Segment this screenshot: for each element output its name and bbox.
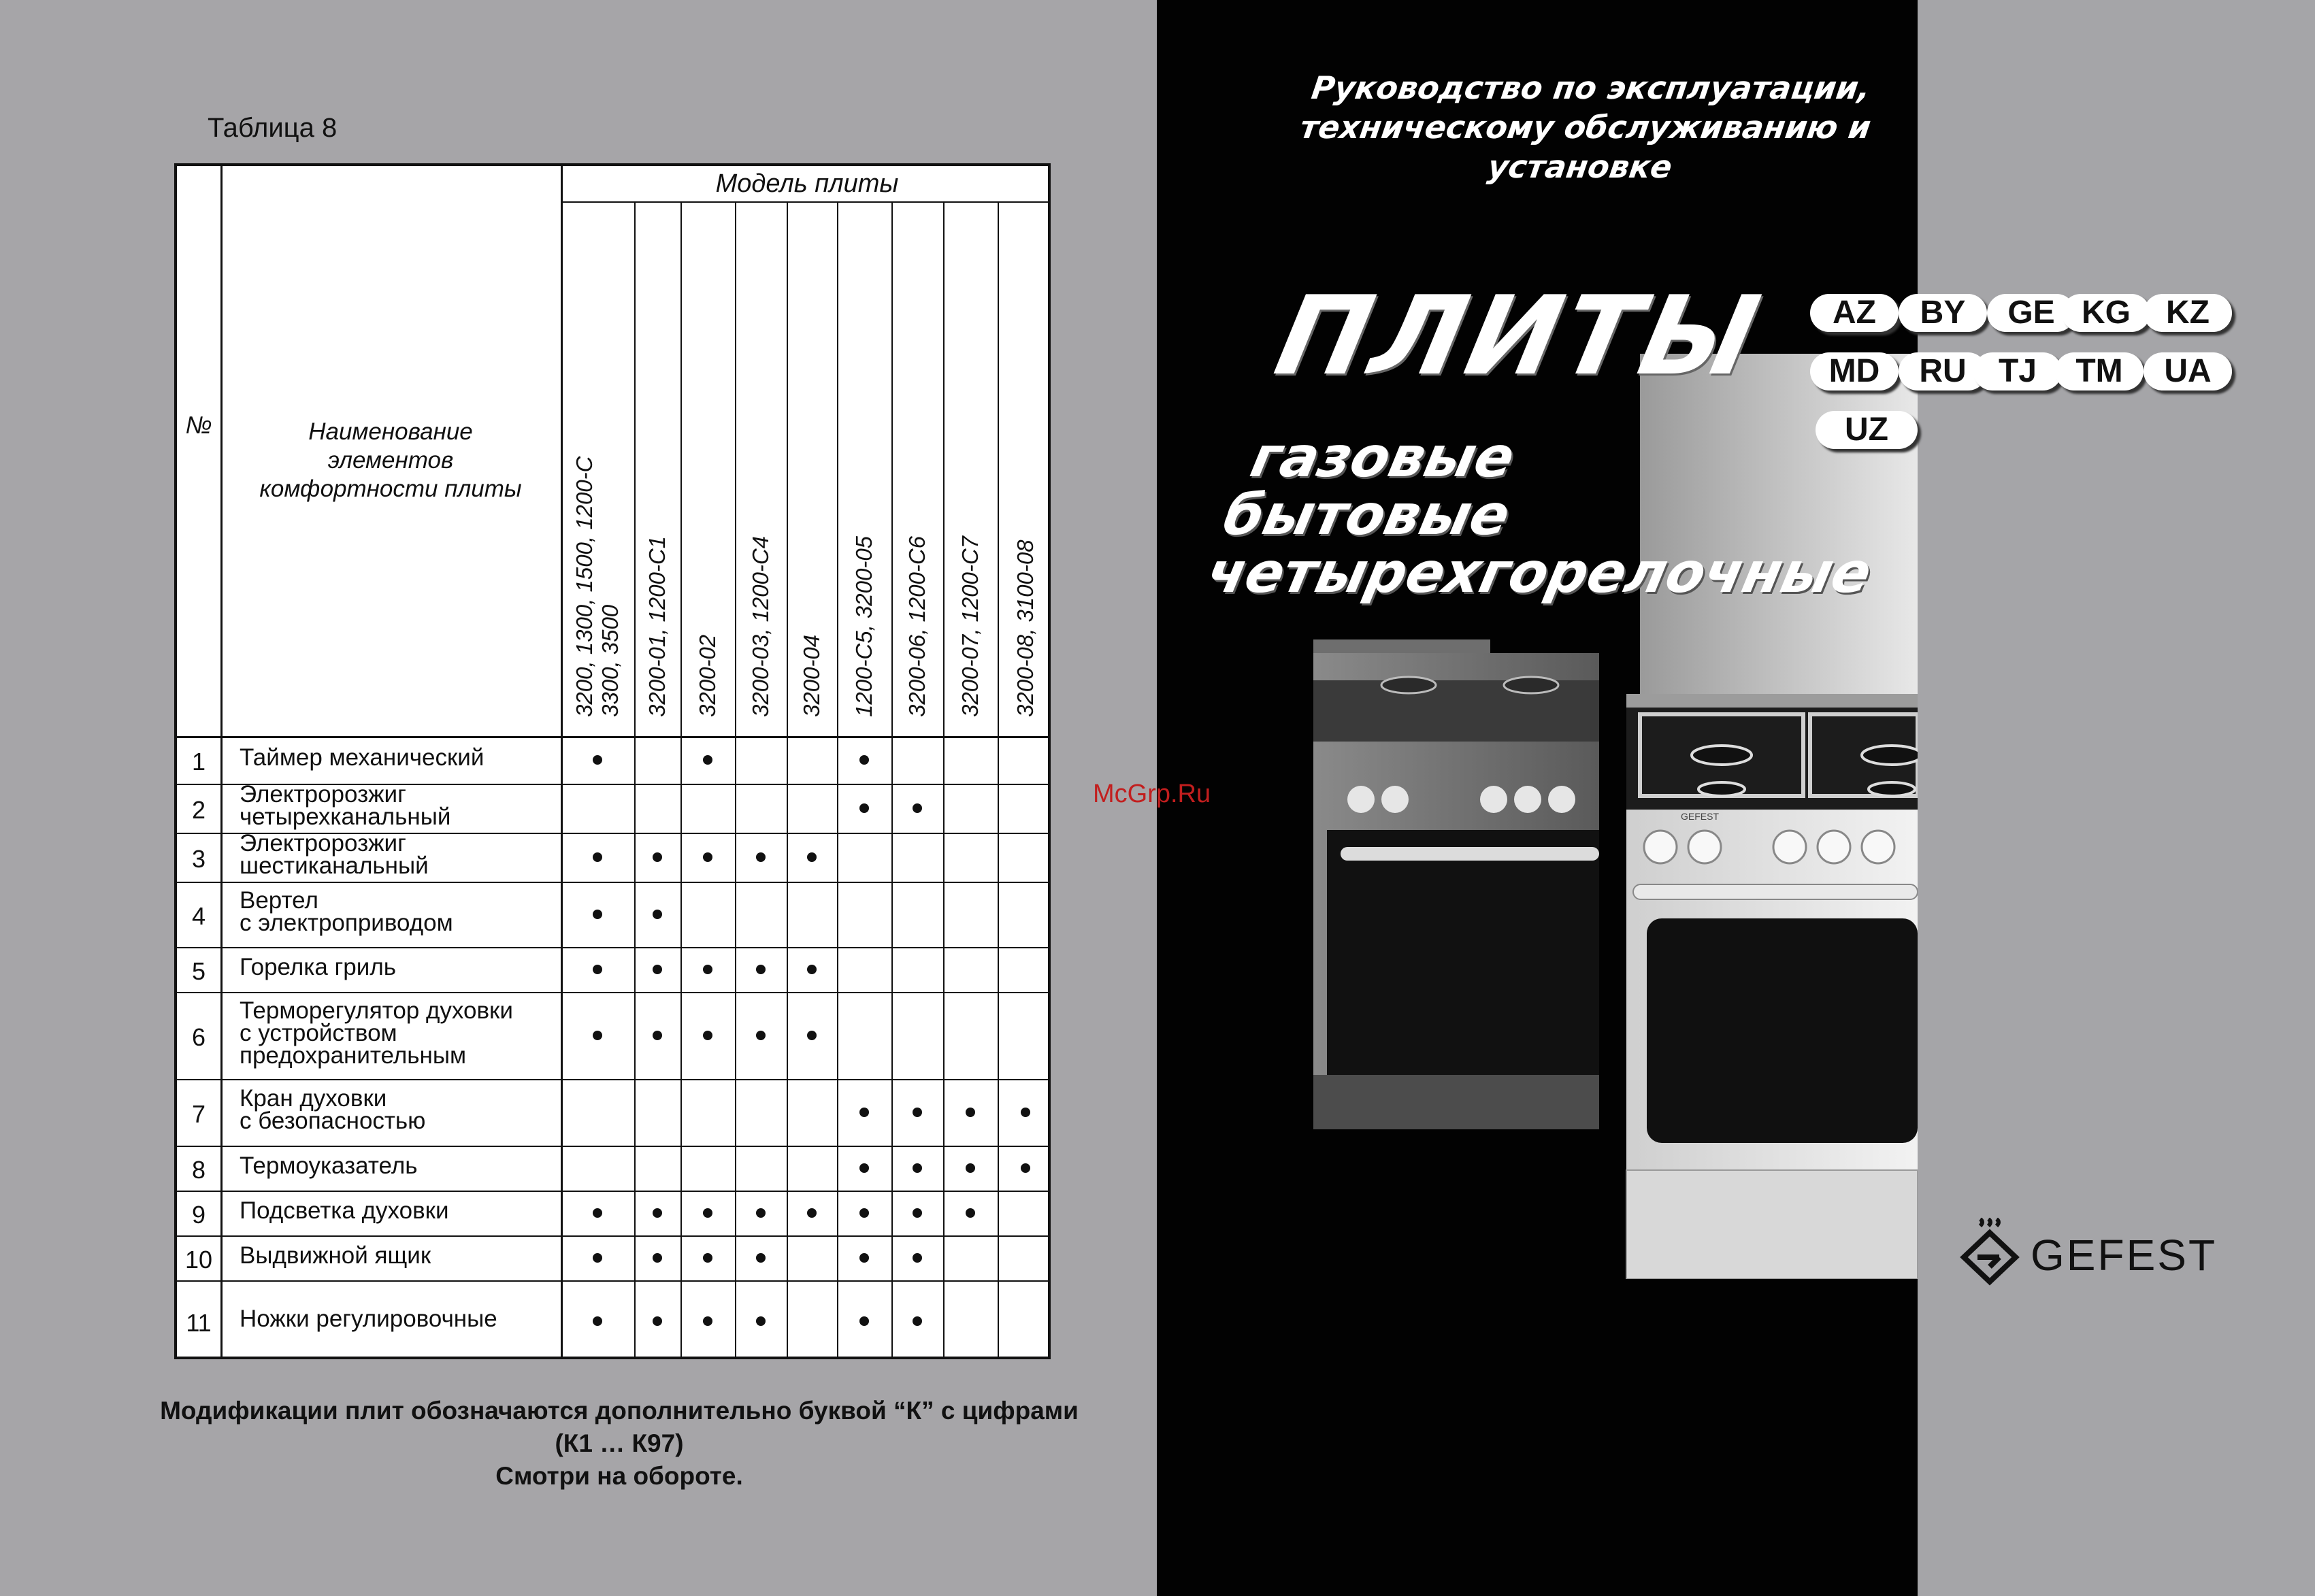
row-element-name-line: Электророзжиг [240,830,406,857]
model-label [799,635,825,717]
feature-mark-dot [859,1163,869,1173]
table-row-divider [177,1191,1048,1192]
row-number: 7 [191,1100,206,1128]
row-element-name [240,999,559,1067]
feature-mark-dot [913,1316,922,1326]
row-element-name-line: четырехканальный [240,803,451,830]
model-column-header [735,201,787,736]
gefest-logo-icon [1960,1218,2021,1293]
row-number: 5 [191,957,206,985]
row-number: 4 [191,902,206,930]
model-label-line: 3200, 1300, 1500, 1200-С [572,456,597,717]
feature-mark-dot [807,852,817,862]
feature-mark-dot [593,1316,602,1326]
feature-mark-dot [703,965,712,974]
table-row-divider [177,1235,1048,1237]
feature-mark-dot [653,852,662,862]
feature-mark-dot [593,1253,602,1263]
model-label [572,456,623,717]
feature-mark-dot [593,1208,602,1218]
feature-mark-dot [1021,1108,1030,1117]
row-element-name-line: Выдвижной ящик [240,1242,431,1269]
model-label [748,536,774,717]
language-badge-kz: KZ [2144,294,2232,332]
feature-mark-dot [966,1108,975,1117]
model-column-header [561,201,634,736]
feature-mark-dot [593,965,602,974]
feature-mark-dot [593,852,602,862]
footnote-line-1: Модификации плит обозначаются дополнительно буквой “К” с цифрами [160,1397,1079,1425]
feature-mark-dot [913,803,922,813]
cover-subtitle-line-1: Руководство по эксплуатации, [1309,69,1873,106]
header-number: № [185,411,212,439]
row-number: 10 [184,1246,213,1274]
header-element-name [220,418,561,503]
cover-line-four-burner: четырехгорелочные [1200,541,1877,605]
feature-mark-dot [756,1316,766,1326]
model-label [695,635,721,717]
model-label-line: 3200-04 [799,634,824,717]
row-number: 6 [191,1023,206,1051]
feature-mark-dot [653,910,662,919]
row-element-name-line: Электророзжиг [240,781,406,808]
row-element-name [240,1305,559,1332]
watermark: McGrp.Ru [1093,780,1211,808]
model-label [644,536,670,717]
row-element-name [240,889,559,934]
language-badge-by: BY [1899,294,1987,332]
feature-mark-dot [913,1208,922,1218]
row-element-name-line: Ножки регулировочные [240,1305,497,1332]
model-column-header [891,201,943,736]
feature-mark-dot [703,852,712,862]
cover-subtitle-line-2: техническому обслуживанию и установке [1298,109,1873,185]
feature-mark-dot [966,1208,975,1218]
cover-line-gas: газовые [1245,425,1520,490]
feature-mark-dot [703,755,712,765]
row-element-name-line: Термоуказатель [240,1152,418,1179]
feature-mark-dot [859,1253,869,1263]
language-badge-md: MD [1810,352,1899,390]
header-name-line: комфортности плиты [259,476,522,502]
header-model: Модель плиты [715,169,899,198]
model-column-header [680,201,735,736]
model-column-header [943,201,998,736]
table-row-divider [177,1079,1048,1080]
language-badge-tj: TJ [1973,352,2062,390]
language-badge-ru: RU [1899,352,1987,390]
row-number: 1 [191,748,206,776]
language-badge-ge: GE [1987,294,2075,332]
feature-mark-dot [913,1253,922,1263]
row-element-name [240,832,559,877]
model-label [1013,539,1038,717]
footnote [75,1395,1164,1493]
feature-mark-dot [703,1316,712,1326]
row-element-name [240,746,559,769]
feature-mark-dot [703,1208,712,1218]
feature-mark-dot [859,803,869,813]
row-number: 3 [191,845,206,873]
language-badge-tm: TM [2055,352,2144,390]
row-element-name [240,1244,559,1267]
feature-mark-dot [913,1108,922,1117]
table-row-divider [177,947,1048,948]
table-row-divider [177,736,1048,738]
feature-mark-dot [859,755,869,765]
row-element-name-line: предохранительным [240,1042,467,1069]
feature-mark-dot [756,852,766,862]
table-row-divider [177,992,1048,993]
feature-mark-dot [756,1208,766,1218]
language-badge-uz: UZ [1816,411,1918,449]
feature-mark-dot [966,1163,975,1173]
row-number: 9 [191,1201,206,1229]
language-badge-ua: UA [2144,352,2232,390]
row-number: 11 [186,1309,212,1337]
model-column-header [787,201,837,736]
model-label-line: 1200-С5, 3200-05 [851,535,876,717]
feature-mark-dot [859,1316,869,1326]
model-label-line: 3200-02 [695,634,720,717]
row-element-name-line: с безопасностью [240,1108,426,1134]
feature-mark-dot [913,1163,922,1173]
model-label [851,536,877,717]
row-element-name-line: шестиканальный [240,852,429,879]
row-element-name-line: Подсветка духовки [240,1197,449,1224]
model-label [904,536,930,717]
footnote-line-2: (К1 … К97) [555,1429,684,1457]
model-column-header [998,201,1053,736]
feature-mark-dot [859,1108,869,1117]
feature-mark-dot [593,1031,602,1040]
model-label [957,536,983,717]
feature-mark-dot [756,1031,766,1040]
language-badge-az: AZ [1810,294,1899,332]
model-label-line: 3200-01, 1200-С1 [644,535,670,717]
model-label-line: 3200-03, 1200-С4 [748,535,773,717]
feature-mark-dot [859,1208,869,1218]
row-element-name [240,1154,559,1177]
row-element-name-line: Вертел [240,887,318,914]
row-number: 2 [191,796,206,824]
row-element-name-line: Таймер механический [240,744,485,771]
row-element-name-line: с электроприводом [240,910,453,936]
row-element-name [240,783,559,828]
feature-mark-dot [807,965,817,974]
feature-mark-dot [703,1253,712,1263]
feature-mark-dot [1021,1163,1030,1173]
row-element-name [240,1199,559,1222]
table-row-divider [177,1280,1048,1282]
row-element-name-line: Горелка гриль [240,953,396,980]
language-badge-kg: KG [2062,294,2150,332]
model-label-line: 3200-06, 1200-С6 [904,535,930,717]
row-element-name-line: Терморегулятор духовки [240,997,513,1024]
feature-mark-dot [653,1208,662,1218]
model-label-line: 3200-07, 1200-С7 [957,535,983,717]
left-page [0,0,1157,1596]
feature-mark-dot [653,1253,662,1263]
stove-brand-label: GEFEST [1681,811,1720,822]
model-label-line: 3300, 3500 [597,604,623,717]
comfort-features-table [174,163,1051,1359]
feature-mark-dot [807,1208,817,1218]
cover-subtitle [1210,68,1961,186]
feature-mark-dot [593,910,602,919]
row-element-name [240,1087,559,1132]
feature-mark-dot [756,1253,766,1263]
header-name-line: элементов [327,447,454,473]
table-row-divider [177,882,1048,883]
table-caption: Таблица 8 [208,113,338,143]
model-label-line: 3200-08, 3100-08 [1013,539,1038,717]
table-column-divider [220,166,223,1357]
header-name-line: Наименование [308,418,473,445]
feature-mark-dot [653,1316,662,1326]
feature-mark-dot [653,1031,662,1040]
feature-mark-dot [703,1031,712,1040]
feature-mark-dot [653,965,662,974]
table-row-divider [177,1146,1048,1147]
cover-line-household: бытовые [1217,483,1516,548]
row-element-name-line: Кран духовки [240,1085,387,1112]
brand-logo [1960,1218,2217,1293]
row-element-name [240,953,559,980]
brand-name: GEFEST [2031,1231,2218,1280]
row-number: 8 [191,1156,206,1184]
model-column-header [837,201,891,736]
cover-title: ПЛИТЫ [1266,272,1773,399]
feature-mark-dot [807,1031,817,1040]
model-column-header [634,201,680,736]
feature-mark-dot [593,755,602,765]
footnote-line-3: Смотри на обороте. [495,1462,743,1490]
feature-mark-dot [756,965,766,974]
row-element-name-line: с устройством [240,1019,397,1046]
